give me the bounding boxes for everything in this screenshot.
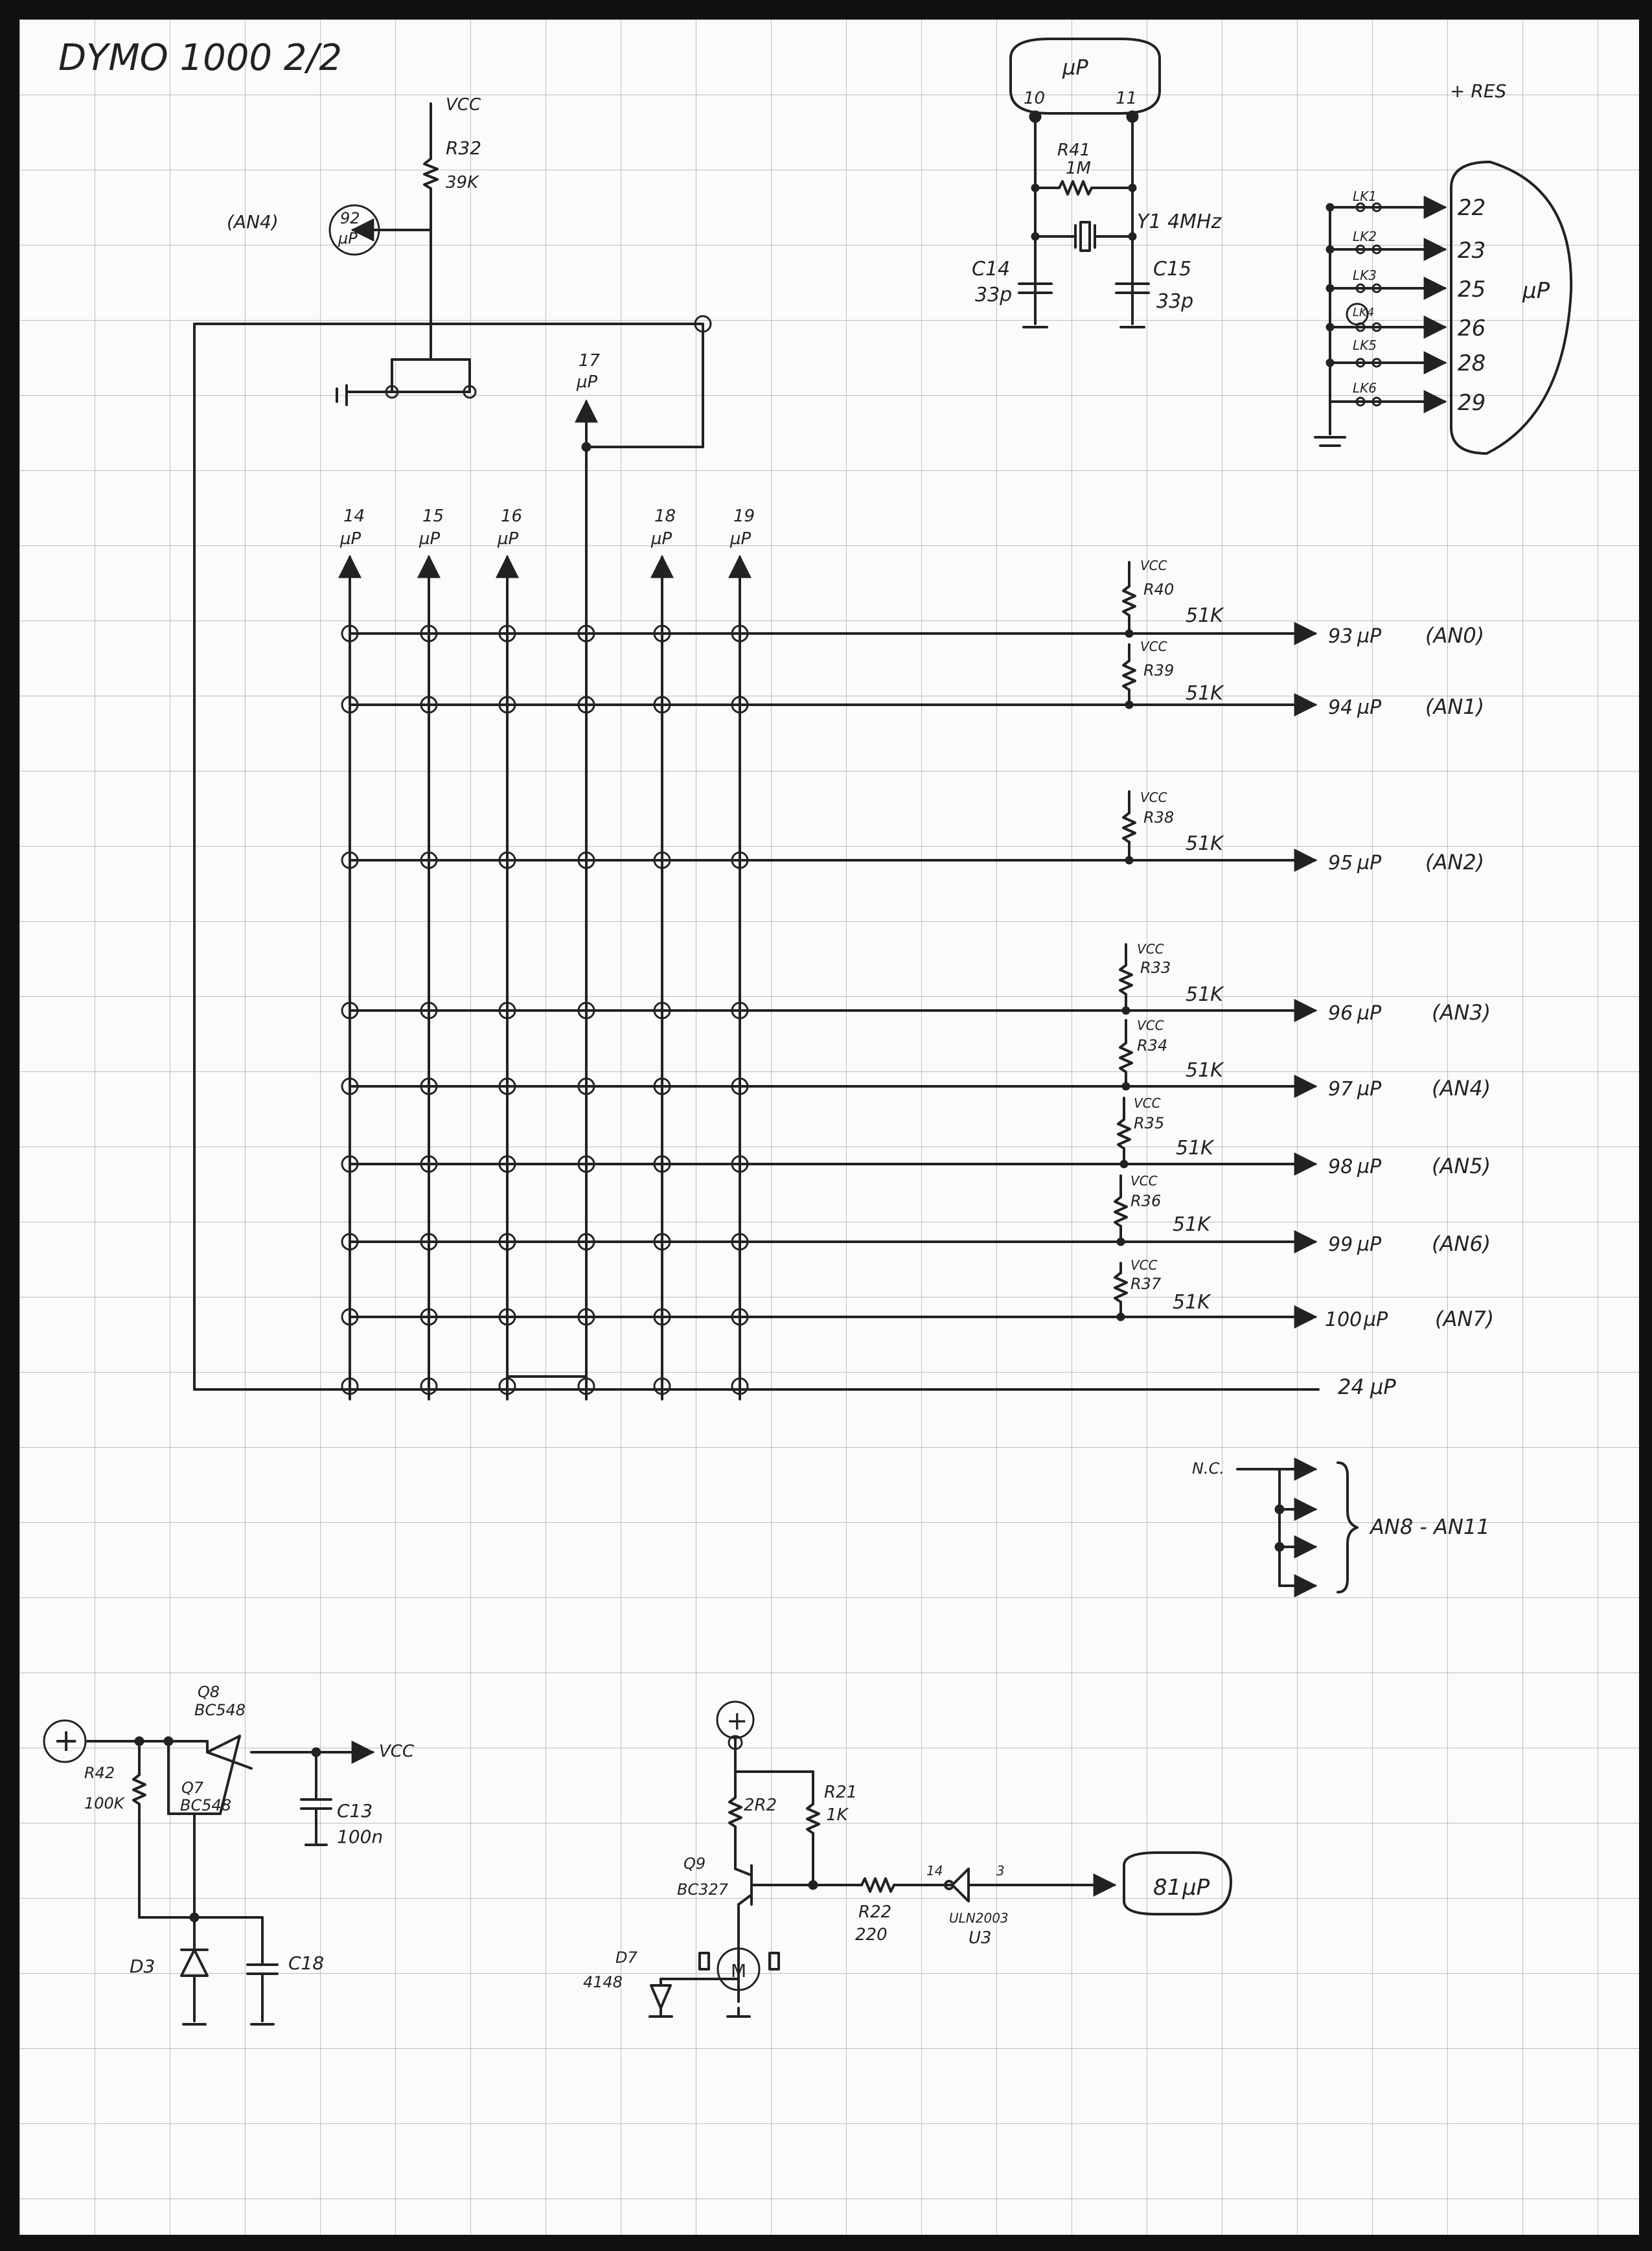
uln-pin3: 3 [996, 1863, 1005, 1879]
row-res: R33 [1140, 959, 1171, 977]
row-res: R36 [1130, 1192, 1162, 1210]
lk-label: LK1 [1353, 189, 1377, 204]
y1-label: Y1 4MHz [1137, 211, 1222, 233]
c15-label: C15 [1153, 258, 1192, 280]
column-pin: 18 [654, 507, 676, 526]
d7-type: 4148 [583, 1973, 623, 1991]
supply-plus-motor: + [726, 1706, 748, 1736]
row-value: 51K [1186, 983, 1223, 1006]
r41-label: R41 [1057, 141, 1091, 160]
res-note: + RES [1450, 80, 1507, 102]
row-pin: 99 [1328, 1233, 1353, 1256]
lk-label: LK5 [1353, 337, 1377, 353]
links-mcu-label: µP [1522, 278, 1550, 304]
column-up: µP [340, 529, 361, 549]
q8-label: Q8 [198, 1683, 220, 1701]
pin81-label: 81 [1153, 1875, 1182, 1901]
row-pin: 94 [1328, 696, 1353, 719]
row-up: µP [1357, 625, 1382, 648]
vcc-label-top: VCC [446, 95, 481, 115]
pin11-label: 11 [1116, 89, 1138, 108]
c14-value: 33p [975, 284, 1013, 306]
row-up: µP [1357, 1233, 1382, 1256]
r32-value: 39K [446, 173, 479, 192]
row-pin: 96 [1328, 1002, 1353, 1025]
pin81-up: µP [1182, 1875, 1210, 1901]
row-res: R34 [1137, 1036, 1168, 1055]
row-up: µP [1357, 1156, 1382, 1178]
motor-m-label: M [731, 1960, 747, 1982]
row-vcc: VCC [1140, 558, 1167, 573]
c14-label: C14 [972, 258, 1011, 280]
bottom-row-up: µP [1370, 1375, 1396, 1399]
r22-value: 220 [855, 1925, 888, 1945]
row-an: (AN5) [1432, 1154, 1491, 1178]
an4-top-label: (AN4) [227, 211, 279, 233]
row-vcc: VCC [1130, 1257, 1158, 1273]
row-pin: 95 [1328, 852, 1353, 874]
row-res: R39 [1143, 661, 1175, 680]
row-an: (AN0) [1425, 623, 1485, 648]
column-pin: 15 [422, 507, 444, 526]
row-an: (AN3) [1432, 1000, 1491, 1025]
column-up: µP [730, 529, 751, 549]
row-vcc: VCC [1130, 1173, 1158, 1189]
supply-plus-left: + [53, 1722, 80, 1759]
row-pin: 93 [1328, 625, 1353, 648]
row-an: (AN4) [1432, 1076, 1491, 1101]
pin92-up-label: µP [338, 229, 358, 247]
r42-value: 100K [84, 1794, 124, 1812]
r21-value: 1K [826, 1805, 848, 1825]
link-pin: 29 [1458, 390, 1486, 416]
nc-label: N.C. [1192, 1459, 1224, 1478]
c15-value: 33p [1156, 290, 1194, 313]
c13-value: 100n [337, 1826, 384, 1847]
vcc-label-reg: VCC [379, 1742, 415, 1761]
lk-label: LK6 [1353, 380, 1377, 396]
row-value: 51K [1186, 682, 1223, 705]
uln-label: ULN2003 [949, 1910, 1009, 1926]
u3-label: U3 [969, 1928, 992, 1948]
bottom-row-pin: 24 [1338, 1375, 1364, 1399]
sheet-title: DYMO 1000 2/2 [58, 37, 342, 79]
d7-label: D7 [615, 1948, 637, 1967]
row-vcc: VCC [1140, 639, 1167, 654]
column-up: µP [498, 529, 519, 549]
row-pin: 98 [1328, 1156, 1353, 1178]
lk-label: LK3 [1353, 268, 1377, 283]
row-an: (AN1) [1425, 694, 1485, 719]
row-vcc: VCC [1137, 1018, 1164, 1033]
crystal-mcu-label: µP [1062, 55, 1088, 80]
pin92-label: 92 [340, 209, 360, 227]
r22-label: R22 [858, 1902, 892, 1922]
grid-paper [19, 19, 1639, 2235]
lk-label: LK4 [1353, 306, 1375, 319]
row-an: (AN7) [1435, 1307, 1495, 1331]
row-up: µP [1357, 1078, 1382, 1101]
row-an: (AN6) [1432, 1231, 1491, 1256]
row-value: 51K [1186, 604, 1223, 627]
pin10-label: 10 [1024, 89, 1046, 108]
column-up: µP [577, 372, 598, 392]
row-res: R35 [1134, 1114, 1165, 1132]
row-value: 51K [1186, 832, 1223, 855]
column-pin: 16 [501, 507, 523, 526]
r41-value: 1M [1066, 159, 1091, 178]
row-vcc: VCC [1134, 1095, 1161, 1111]
r42-label: R42 [84, 1764, 115, 1782]
r32-label: R32 [446, 137, 482, 159]
link-pin: 22 [1458, 195, 1486, 221]
link-pin: 23 [1458, 238, 1486, 264]
d3-label: D3 [130, 1956, 155, 1977]
row-value: 51K [1176, 1137, 1213, 1160]
column-up: µP [419, 529, 441, 549]
c18-label: C18 [288, 1952, 325, 1974]
row-pin: 97 [1328, 1078, 1353, 1101]
row-up: µP [1364, 1308, 1388, 1331]
row-vcc: VCC [1137, 941, 1164, 957]
row-up: µP [1357, 1002, 1382, 1025]
uln-pin14: 14 [926, 1863, 943, 1879]
row-res: R37 [1130, 1275, 1162, 1293]
an8-an11-label: AN8 - AN11 [1370, 1514, 1490, 1539]
q8-type: BC548 [194, 1701, 246, 1719]
link-pin: 25 [1458, 277, 1486, 303]
q9-type: BC327 [677, 1880, 729, 1899]
row-value: 51K [1186, 1059, 1223, 1082]
c13-label: C13 [337, 1800, 373, 1822]
row-up: µP [1357, 696, 1382, 719]
row-res: R40 [1143, 580, 1175, 599]
row-vcc: VCC [1140, 790, 1167, 805]
link-pin: 28 [1458, 350, 1486, 376]
lk-label: LK2 [1353, 229, 1377, 244]
q7-type: BC548 [180, 1796, 232, 1814]
row-an: (AN2) [1425, 850, 1485, 874]
r-2r2-label: 2R2 [744, 1796, 777, 1815]
column-pin: 14 [343, 507, 365, 526]
row-res: R38 [1143, 808, 1175, 827]
row-pin: 100 [1325, 1308, 1362, 1331]
column-pin: 19 [733, 507, 755, 526]
row-value: 51K [1173, 1291, 1210, 1314]
row-up: µP [1357, 852, 1382, 874]
column-pin: 17 [579, 351, 601, 371]
q9-label: Q9 [683, 1855, 706, 1873]
column-up: µP [651, 529, 672, 549]
row-value: 51K [1173, 1213, 1210, 1236]
link-pin: 26 [1458, 315, 1486, 341]
q7-label: Q7 [181, 1779, 204, 1797]
r21-label: R21 [824, 1783, 858, 1802]
